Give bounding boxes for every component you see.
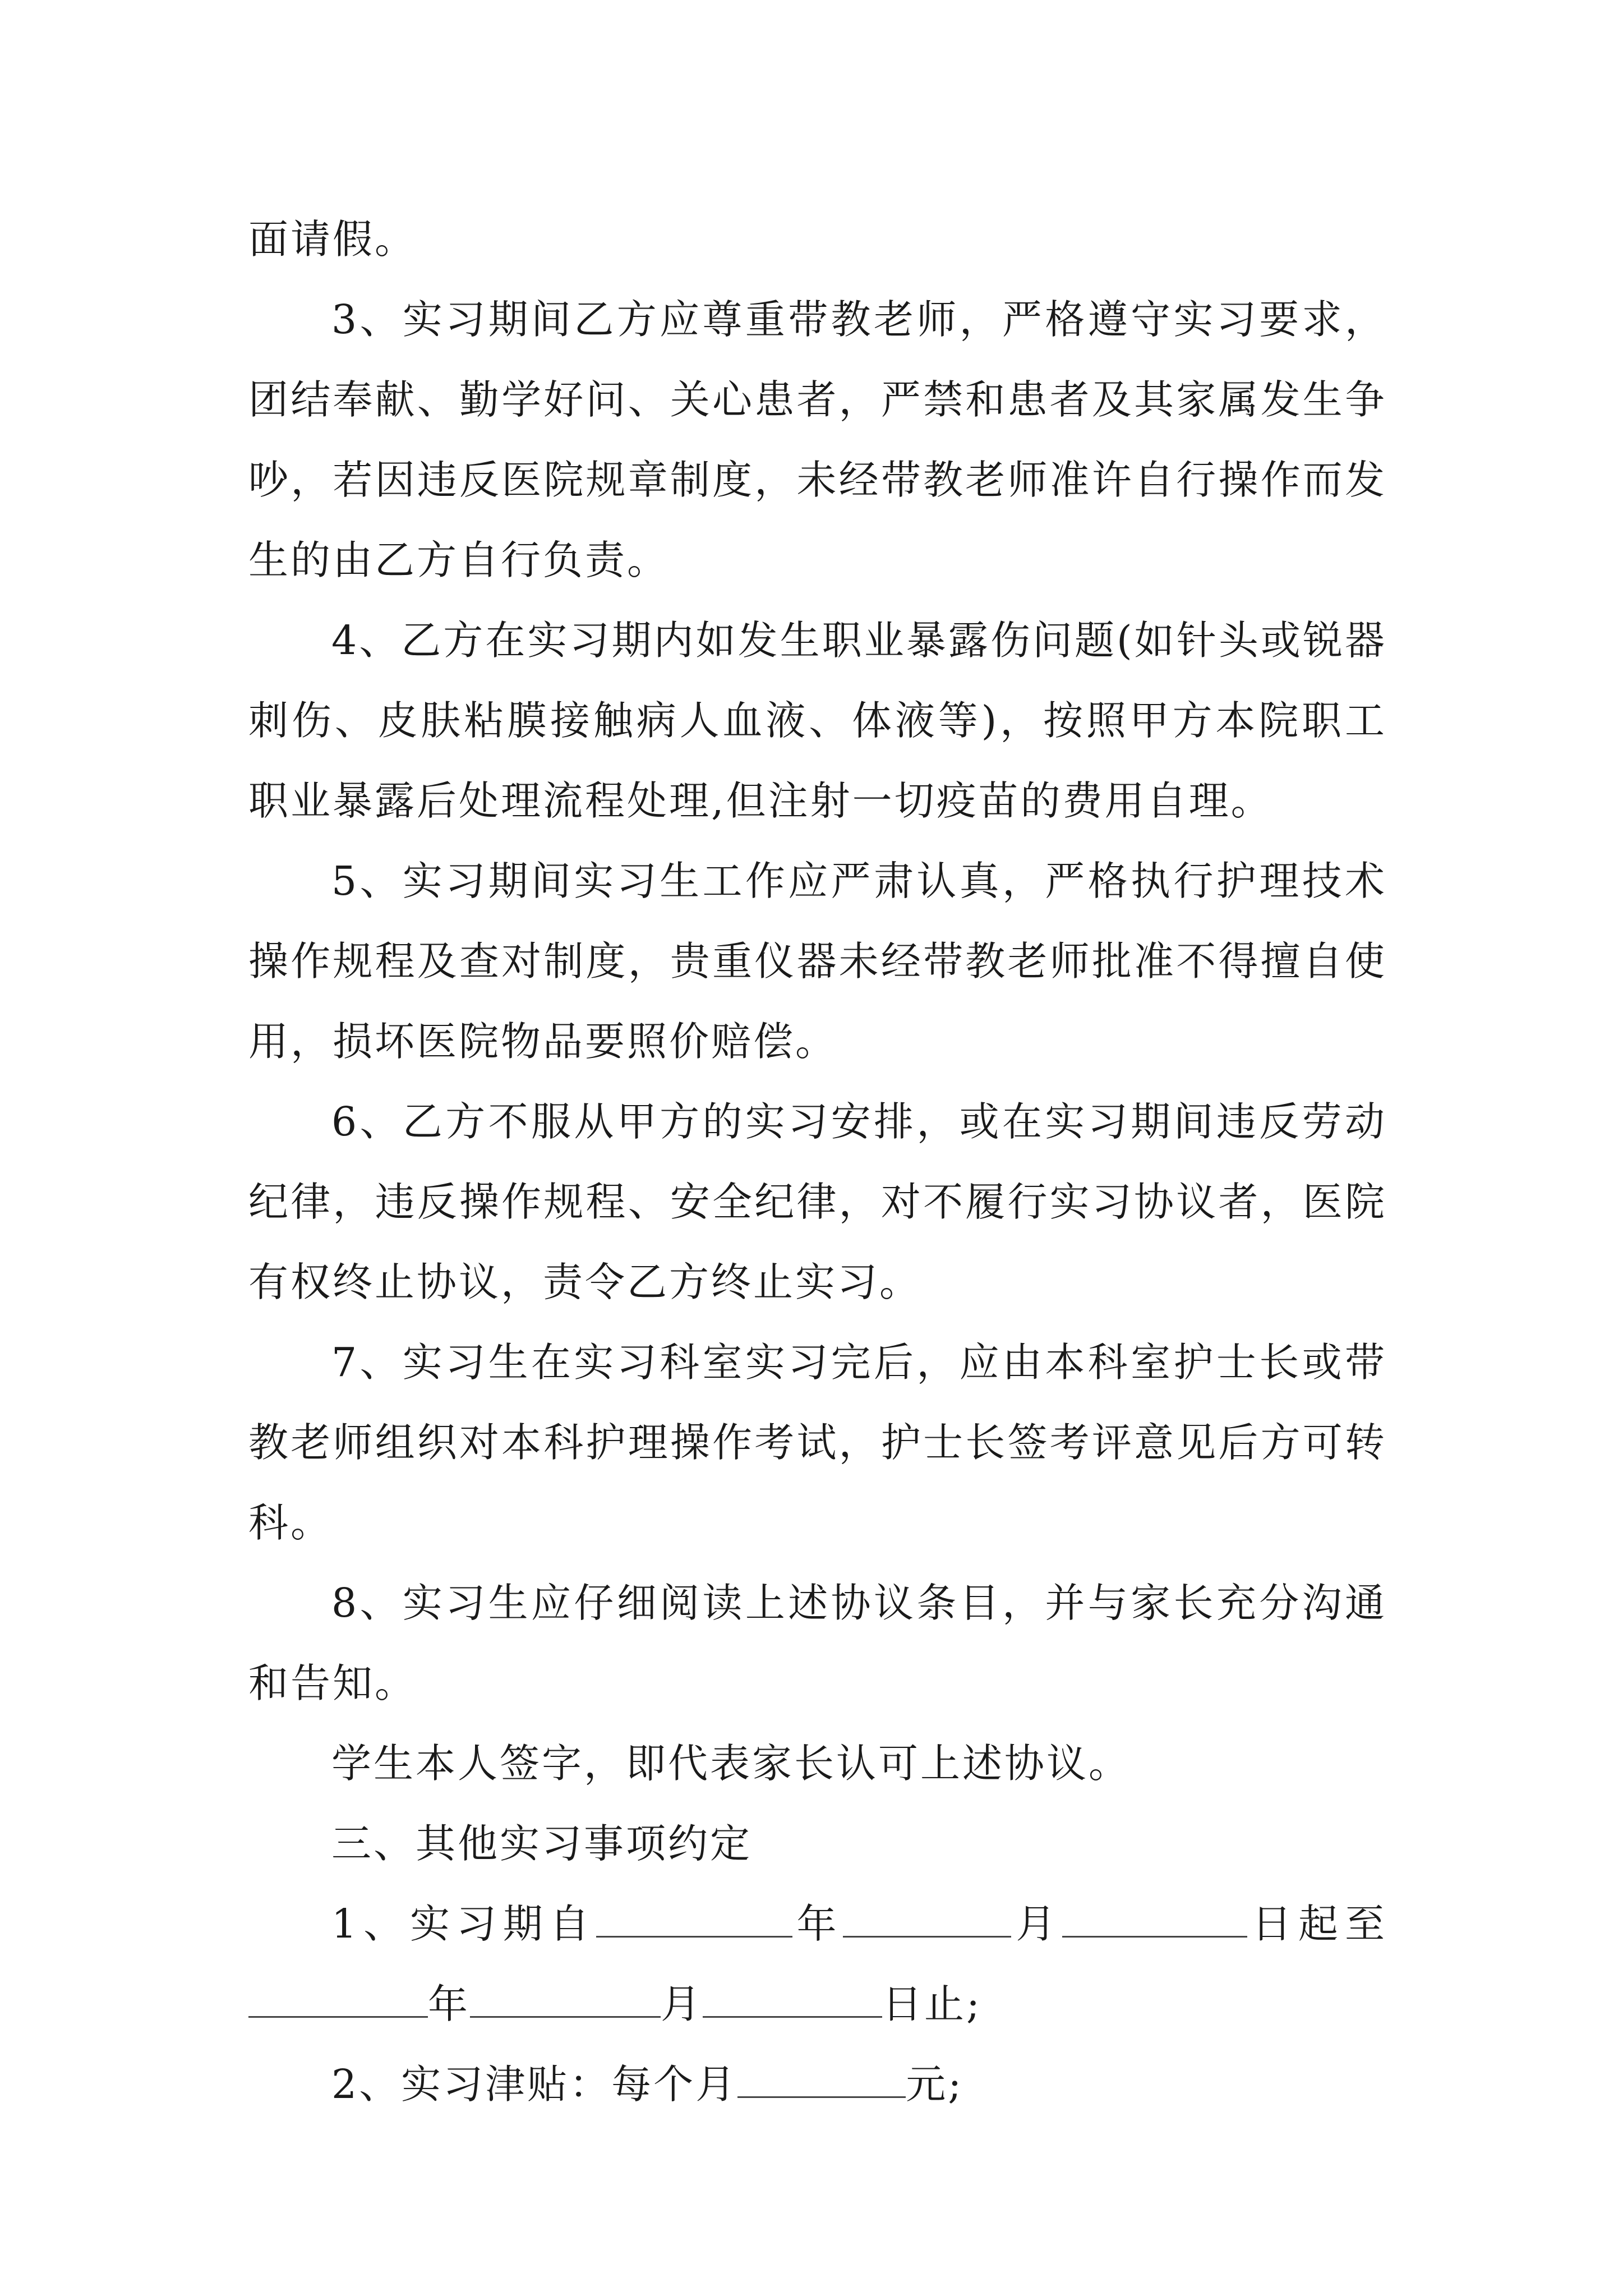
end-year-label: 年 [428,1981,471,2027]
clause-5: 5、实习期间实习生工作应严肃认真，严格执行护理技术操作规程及查对制度，贵重仪器未经带教老师批准不得擅自使用，损坏医院物品要照价赔偿。 [248,858,1387,1065]
start-day-blank[interactable] [1062,1902,1247,1938]
allowance-amount-blank[interactable] [737,2063,906,2098]
end-day-label: 日止; [882,1981,982,2027]
paragraph-continuation: 面请假。 [248,216,417,263]
clause-6: 6、乙方不服从甲方的实习安排，或在实习期间违反劳动纪律，违反操作规程、安全纪律，对不履行实习协议者，医院有权终止协议，责令乙方终止实习。 [248,1098,1387,1305]
period-prefix: 1、实习期自 [331,1901,596,1947]
allowance-line [248,2044,1387,2124]
section-heading-other-matters: 三、其他实习事项约定 [331,1820,753,1867]
end-month-label: 月 [661,1981,703,2027]
allowance-suffix: 元; [906,2061,964,2108]
clause-8: 8、实习生应仔细阅读上述协议条目，并与家长充分沟通和告知。 [248,1580,1387,1706]
start-month-label: 月 [1011,1901,1063,1947]
allowance-prefix: 2、实习津贴：每个月 [331,2061,738,2108]
signature-statement: 学生本人签字，即代表家长认可上述协议。 [331,1740,1131,1787]
end-month-blank[interactable] [470,1982,661,2018]
clause-4: 4、乙方在实习期内如发生职业暴露伤问题(如针头或锐器刺伤、皮肤粘膜接触病人血液、体液等)，按照甲方本院职工职业暴露后处理流程处理,但注射一切疫苗的费用自理。 [248,617,1387,824]
document-body [248,199,1387,2124]
start-year-blank[interactable] [596,1902,792,1938]
end-year-blank[interactable] [248,1982,428,2018]
clause-3: 3、实习期间乙方应尊重带教老师，严格遵守实习要求，团结奉献、勤学好问、关心患者，严禁和患者及其家属发生争吵，若因违反医院规章制度，未经带教老师准许自行操作而发生的由乙方自行负责。 [248,296,1387,583]
start-day-label: 日起至 [1247,1901,1387,1947]
end-day-blank[interactable] [703,1982,882,2018]
start-month-blank[interactable] [843,1902,1011,1938]
clause-7: 7、实习生在实习科室实习完后，应由本科室护士长或带教老师组织对本科护理操作考试，护士长签考评意见后方可转科。 [248,1339,1387,1546]
start-year-label: 年 [792,1901,843,1947]
internship-period-line [248,1884,1387,2044]
